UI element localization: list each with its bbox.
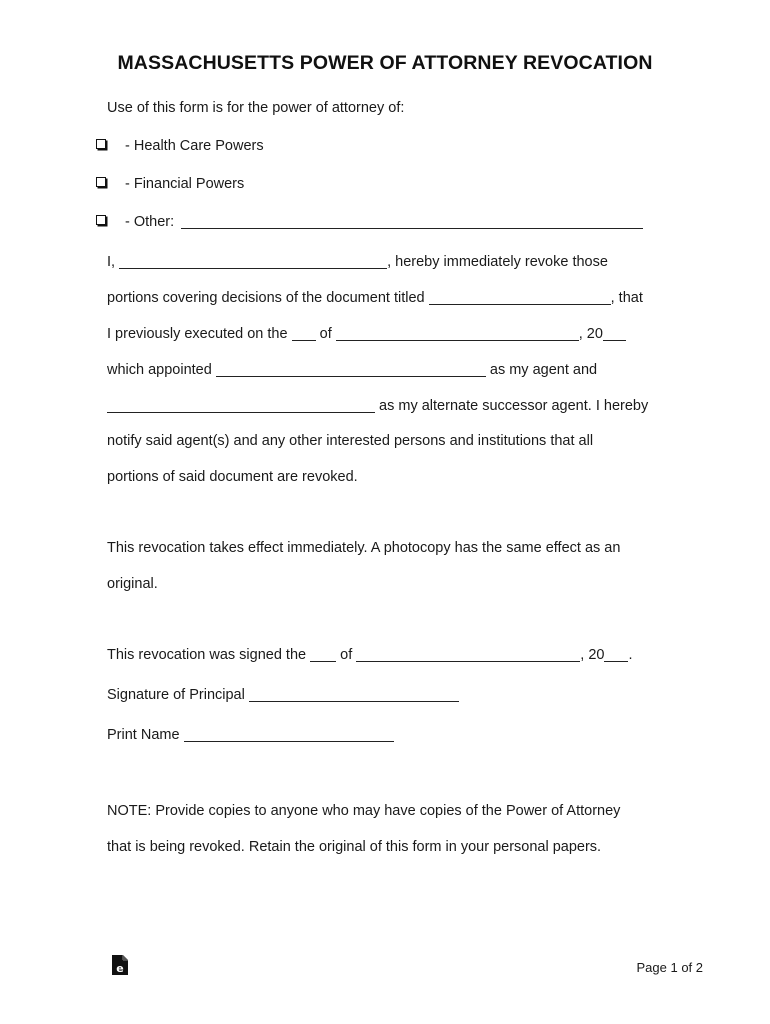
body-line-1: [107, 253, 608, 271]
health-care-label: - Health Care Powers: [125, 138, 264, 154]
effect-line-1: This revocation takes effect immediately. A photocopy has the same effect as an: [107, 540, 621, 556]
page-number: Page 1 of 2: [636, 960, 703, 975]
signed-year-field[interactable]: [604, 647, 628, 662]
note-line-1: NOTE: Provide copies to anyone who may have copies of the Power of Attorney: [107, 803, 621, 819]
signature-label: Signature of Principal: [107, 687, 245, 703]
body-text: , that: [610, 290, 643, 306]
body-text: portions covering decisions of the document titled: [107, 290, 425, 306]
document-e-icon: [111, 954, 129, 976]
body-text: of: [319, 326, 332, 342]
other-label: - Other:: [125, 214, 175, 230]
financial-label: - Financial Powers: [125, 176, 245, 192]
print-name-label: Print Name: [107, 727, 180, 743]
note-line-2: that is being revoked. Retain the original of this form in your personal papers.: [107, 839, 602, 855]
body-text: This revocation was signed the: [107, 647, 307, 663]
signed-day-field[interactable]: [310, 647, 336, 662]
executed-month-field[interactable]: [336, 326, 579, 341]
signed-date-line: [107, 646, 632, 664]
executed-year-field[interactable]: [603, 326, 626, 341]
body-text: , hereby immediately revoke those: [387, 254, 608, 270]
body-text: which appointed: [107, 362, 212, 378]
body-text: I previously executed on the: [107, 326, 288, 342]
body-line-2: [107, 289, 643, 307]
executed-day-field[interactable]: [292, 326, 316, 341]
body-line-5: [107, 397, 648, 415]
print-name-line: [107, 726, 394, 744]
body-text: .: [628, 647, 633, 663]
body-text: , 20: [578, 326, 603, 342]
body-text: , 20: [580, 647, 605, 663]
body-line-3: [107, 325, 626, 343]
body-text: of: [340, 647, 353, 663]
option-financial[interactable]: [96, 175, 244, 193]
other-field[interactable]: [181, 214, 643, 229]
document-title-field[interactable]: [429, 290, 611, 305]
body-text: as my agent and: [489, 362, 598, 378]
agent-name-field[interactable]: [216, 362, 486, 377]
body-text: as my alternate successor agent. I hereby: [379, 398, 649, 414]
effect-line-2: original.: [107, 576, 158, 592]
body-line-4: [107, 361, 597, 379]
svg-text:e: e: [116, 962, 124, 975]
body-line-7: portions of said document are revoked.: [107, 469, 358, 485]
body-text: I,: [107, 254, 116, 270]
financial-checkbox[interactable]: [96, 177, 106, 187]
print-name-field[interactable]: [184, 727, 394, 742]
other-checkbox[interactable]: [96, 215, 106, 225]
body-line-6: notify said agent(s) and any other interested persons and institutions that all: [107, 433, 594, 449]
intro-text: Use of this form is for the power of attorney of:: [107, 100, 405, 116]
signature-line: [107, 686, 459, 704]
principal-name-field[interactable]: [119, 254, 387, 269]
alternate-agent-field[interactable]: [107, 398, 375, 413]
signature-field[interactable]: [249, 687, 459, 702]
option-health-care[interactable]: [96, 137, 264, 155]
option-other[interactable]: [96, 213, 643, 231]
health-care-checkbox[interactable]: [96, 139, 106, 149]
document-title: MASSACHUSETTS POWER OF ATTORNEY REVOCATION: [117, 52, 653, 74]
signed-month-field[interactable]: [356, 647, 580, 662]
